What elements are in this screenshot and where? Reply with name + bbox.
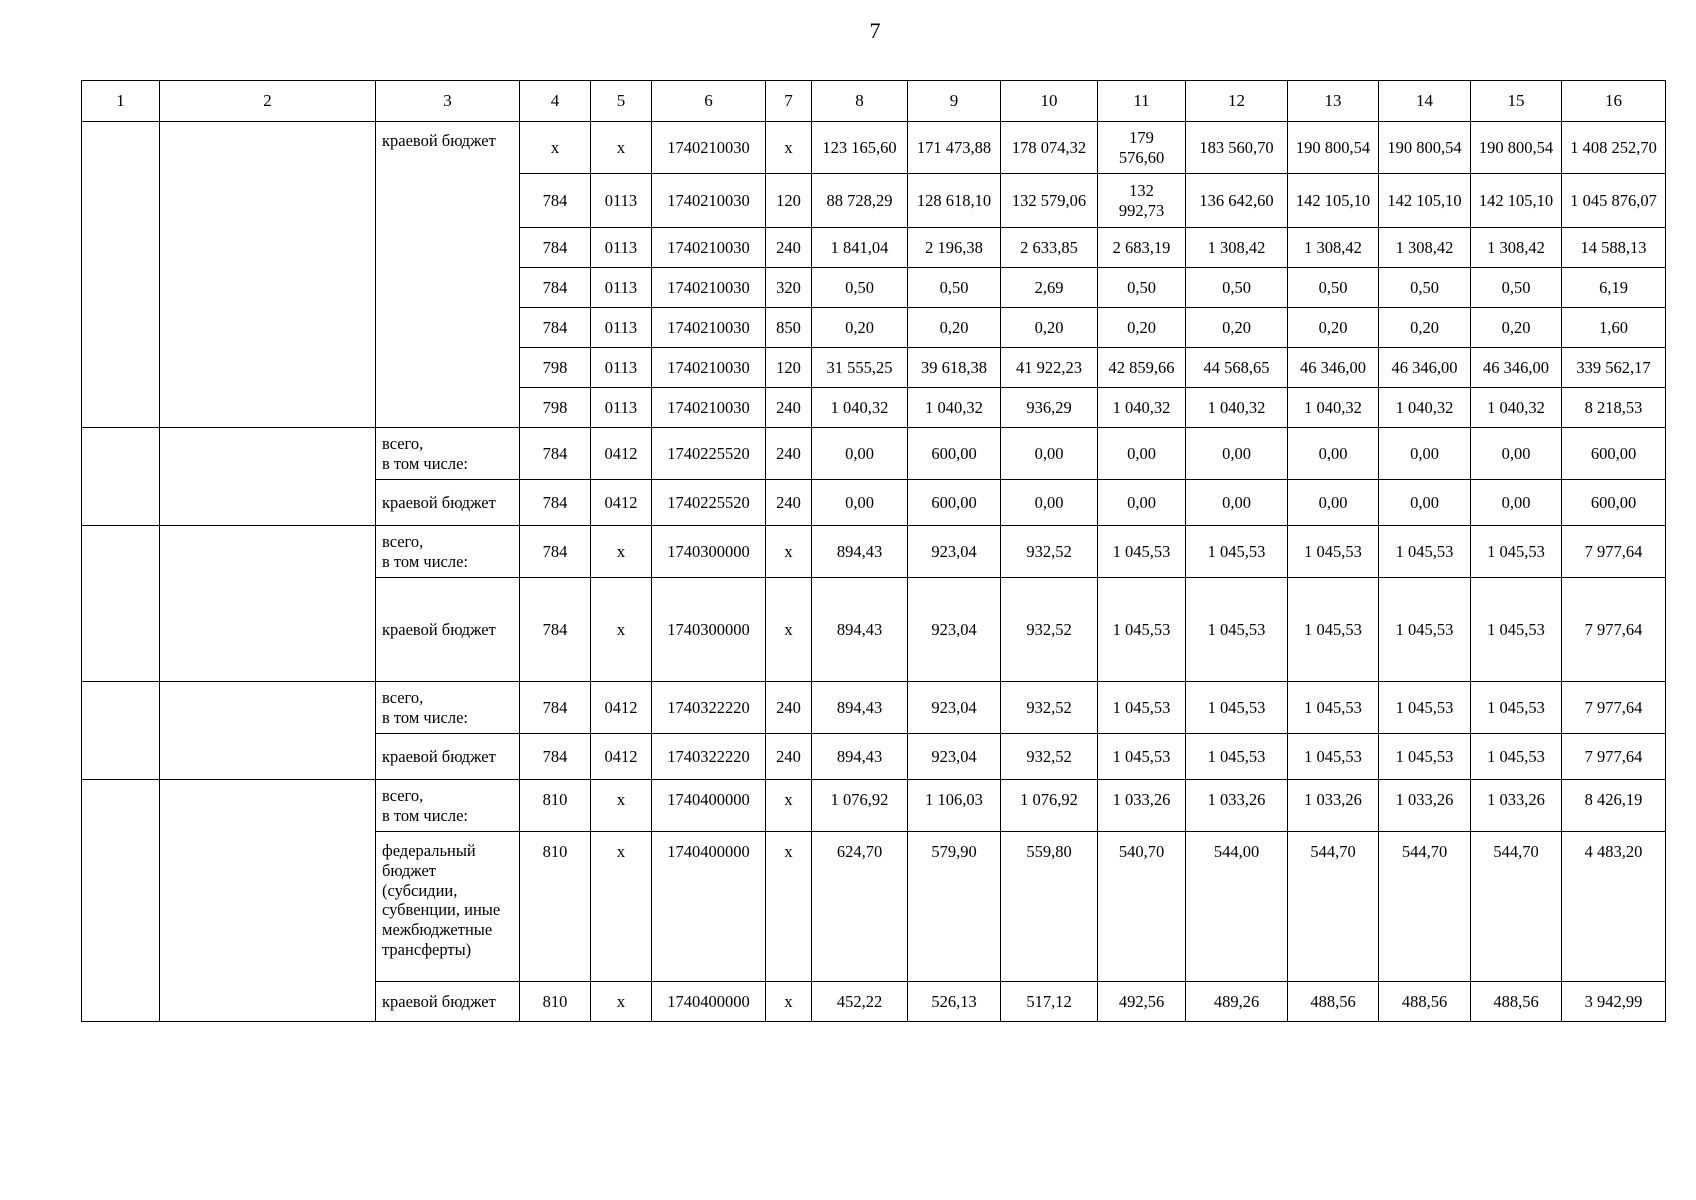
value-cell: 1 045,53 [1379,734,1471,780]
value-cell: 0,00 [1186,480,1288,526]
value-cell: 600,00 [908,428,1001,480]
value-cell: 190 800,54 [1379,122,1471,174]
code-c7: x [766,832,812,982]
value-cell: 142 105,10 [1288,174,1379,228]
code-c6: 1740400000 [652,832,766,982]
value-cell: 600,00 [908,480,1001,526]
code-c5: 0113 [591,348,652,388]
value-cell: 0,00 [812,428,908,480]
header-cell: 12 [1186,81,1288,122]
row-index [82,682,160,780]
value-cell: 1 040,32 [1288,388,1379,428]
code-c7: 320 [766,268,812,308]
value-cell: 624,70 [812,832,908,982]
value-cell: 339 562,17 [1562,348,1666,388]
value-cell: 171 473,88 [908,122,1001,174]
value-cell: 142 105,10 [1471,174,1562,228]
row-index [82,122,160,428]
table-row [82,780,1666,832]
row-index [82,428,160,526]
value-cell: 3 942,99 [1562,982,1666,1022]
budget-source: краевой бюджет [376,578,520,682]
code-c4: 784 [520,734,591,780]
value-cell: 41 922,23 [1001,348,1098,388]
value-cell: 0,00 [1186,428,1288,480]
code-c7: 240 [766,682,812,734]
header-cell: 16 [1562,81,1666,122]
table-row [82,428,1666,480]
header-cell: 11 [1098,81,1186,122]
code-c5: 0412 [591,734,652,780]
value-cell: 46 346,00 [1288,348,1379,388]
code-c7: 120 [766,174,812,228]
value-cell: 526,13 [908,982,1001,1022]
code-c4: 784 [520,682,591,734]
value-cell: 2 633,85 [1001,228,1098,268]
value-cell: 488,56 [1379,982,1471,1022]
code-c4: 798 [520,348,591,388]
code-c7: 240 [766,228,812,268]
value-cell: 1 045,53 [1186,682,1288,734]
code-c4: 810 [520,780,591,832]
value-cell: 1 308,42 [1471,228,1562,268]
row-name [160,428,376,526]
value-cell: 923,04 [908,578,1001,682]
code-c7: x [766,578,812,682]
header-cell: 9 [908,81,1001,122]
code-c6: 1740210030 [652,174,766,228]
value-cell: 579,90 [908,832,1001,982]
header-cell: 13 [1288,81,1379,122]
value-cell: 1 045,53 [1471,734,1562,780]
budget-source: краевой бюджет [376,122,520,428]
value-cell: 8 218,53 [1562,388,1666,428]
value-cell: 488,56 [1471,982,1562,1022]
value-cell: 932,52 [1001,526,1098,578]
code-c6: 1740300000 [652,526,766,578]
value-cell: 1 045 876,07 [1562,174,1666,228]
budget-source: всего, в том числе: [376,526,520,578]
row-index [82,780,160,1022]
code-c5: 0412 [591,428,652,480]
row-name [160,526,376,682]
code-c5: x [591,982,652,1022]
code-c5: 0113 [591,388,652,428]
value-cell: 600,00 [1562,480,1666,526]
value-cell: 0,50 [1288,268,1379,308]
value-cell: 1 045,53 [1288,578,1379,682]
value-cell: 1 045,53 [1186,526,1288,578]
budget-source: краевой бюджет [376,480,520,526]
value-cell: 0,20 [1471,308,1562,348]
value-cell: 178 074,32 [1001,122,1098,174]
value-cell: 1,60 [1562,308,1666,348]
header-row [82,81,1666,122]
value-cell: 136 642,60 [1186,174,1288,228]
code-c6: 1740322220 [652,734,766,780]
value-cell: 0,20 [1098,308,1186,348]
code-c4: 784 [520,428,591,480]
header-cell: 1 [82,81,160,122]
value-cell: 0,20 [908,308,1001,348]
table-row [82,122,1666,174]
value-cell: 1 033,26 [1379,780,1471,832]
value-cell: 1 040,32 [812,388,908,428]
value-cell: 2,69 [1001,268,1098,308]
value-cell: 544,70 [1379,832,1471,982]
code-c5: 0113 [591,228,652,268]
header-cell: 7 [766,81,812,122]
code-c5: 0113 [591,308,652,348]
value-cell: 0,50 [908,268,1001,308]
code-c7: x [766,526,812,578]
value-cell: 936,29 [1001,388,1098,428]
value-cell: 1 033,26 [1471,780,1562,832]
value-cell: 0,50 [1186,268,1288,308]
code-c4: 784 [520,308,591,348]
code-c6: 1740400000 [652,982,766,1022]
value-cell: 2 683,19 [1098,228,1186,268]
value-cell: 894,43 [812,526,908,578]
value-cell: 0,00 [1379,428,1471,480]
value-cell: 1 045,53 [1471,682,1562,734]
value-cell: 0,20 [1379,308,1471,348]
value-cell: 7 977,64 [1562,578,1666,682]
value-cell: 1 308,42 [1288,228,1379,268]
value-cell: 540,70 [1098,832,1186,982]
value-cell: 42 859,66 [1098,348,1186,388]
code-c7: 240 [766,480,812,526]
code-c7: x [766,982,812,1022]
value-cell: 559,80 [1001,832,1098,982]
value-cell: 1 076,92 [1001,780,1098,832]
budget-source: всего, в том числе: [376,682,520,734]
code-c6: 1740210030 [652,308,766,348]
value-cell: 932,52 [1001,682,1098,734]
code-c6: 1740210030 [652,122,766,174]
value-cell: 1 308,42 [1379,228,1471,268]
code-c4: 784 [520,174,591,228]
code-c5: 0113 [591,268,652,308]
code-c5: 0412 [591,682,652,734]
value-cell: 0,00 [1288,428,1379,480]
value-cell: 1 045,53 [1471,578,1562,682]
row-index [82,526,160,682]
code-c6: 1740400000 [652,780,766,832]
value-cell: 128 618,10 [908,174,1001,228]
value-cell: 0,00 [1288,480,1379,526]
code-c6: 1740210030 [652,388,766,428]
value-cell: 1 045,53 [1288,734,1379,780]
value-cell: 1 045,53 [1186,734,1288,780]
value-cell: 123 165,60 [812,122,908,174]
value-cell: 544,70 [1288,832,1379,982]
value-cell: 1 045,53 [1098,682,1186,734]
budget-source: краевой бюджет [376,734,520,780]
value-cell: 1 308,42 [1186,228,1288,268]
code-c6: 1740225520 [652,480,766,526]
value-cell: 0,20 [1288,308,1379,348]
value-cell: 932,52 [1001,578,1098,682]
code-c4: 810 [520,982,591,1022]
value-cell: 44 568,65 [1186,348,1288,388]
code-c5: x [591,122,652,174]
value-cell: 0,50 [1379,268,1471,308]
code-c6: 1740210030 [652,268,766,308]
header-cell: 10 [1001,81,1098,122]
value-cell: 7 977,64 [1562,734,1666,780]
value-cell: 0,00 [1471,480,1562,526]
value-cell: 1 076,92 [812,780,908,832]
value-cell: 923,04 [908,682,1001,734]
value-cell: 0,00 [1379,480,1471,526]
value-cell: 0,20 [1186,308,1288,348]
code-c6: 1740210030 [652,348,766,388]
code-c7: 240 [766,734,812,780]
value-cell: 46 346,00 [1471,348,1562,388]
value-cell: 1 040,32 [1471,388,1562,428]
value-cell: 0,20 [812,308,908,348]
value-cell: 0,50 [812,268,908,308]
value-cell: 1 045,53 [1098,578,1186,682]
value-cell: 190 800,54 [1288,122,1379,174]
table-row [82,682,1666,734]
value-cell: 923,04 [908,526,1001,578]
value-cell: 1 045,53 [1288,682,1379,734]
header-cell: 4 [520,81,591,122]
value-cell: 132 992,73 [1098,174,1186,228]
code-c5: x [591,780,652,832]
header-cell: 5 [591,81,652,122]
value-cell: 179 576,60 [1098,122,1186,174]
value-cell: 1 045,53 [1098,734,1186,780]
row-name [160,780,376,1022]
value-cell: 4 483,20 [1562,832,1666,982]
header-cell: 15 [1471,81,1562,122]
header-cell: 14 [1379,81,1471,122]
value-cell: 894,43 [812,734,908,780]
value-cell: 932,52 [1001,734,1098,780]
code-c6: 1740300000 [652,578,766,682]
code-c7: x [766,122,812,174]
value-cell: 489,26 [1186,982,1288,1022]
code-c7: 240 [766,428,812,480]
code-c5: x [591,578,652,682]
value-cell: 1 033,26 [1186,780,1288,832]
code-c5: x [591,526,652,578]
value-cell: 1 045,53 [1471,526,1562,578]
code-c5: x [591,832,652,982]
value-cell: 1 040,32 [1186,388,1288,428]
budget-table [81,80,1666,1022]
value-cell: 1 045,53 [1288,526,1379,578]
value-cell: 894,43 [812,578,908,682]
code-c7: 850 [766,308,812,348]
value-cell: 1 045,53 [1379,526,1471,578]
value-cell: 517,12 [1001,982,1098,1022]
value-cell: 1 408 252,70 [1562,122,1666,174]
header-cell: 2 [160,81,376,122]
row-name [160,122,376,428]
code-c4: 784 [520,268,591,308]
value-cell: 1 040,32 [1379,388,1471,428]
value-cell: 6,19 [1562,268,1666,308]
value-cell: 31 555,25 [812,348,908,388]
value-cell: 0,00 [1098,428,1186,480]
code-c4: 784 [520,526,591,578]
value-cell: 0,00 [812,480,908,526]
value-cell: 1 045,53 [1098,526,1186,578]
value-cell: 7 977,64 [1562,526,1666,578]
value-cell: 544,70 [1471,832,1562,982]
value-cell: 0,50 [1098,268,1186,308]
page-number: 7 [869,18,881,43]
budget-source: федеральный бюджет (субсидии, субвенции, иные межбюджетные трансферты) [376,832,520,982]
code-c7: 120 [766,348,812,388]
value-cell: 488,56 [1288,982,1379,1022]
value-cell: 8 426,19 [1562,780,1666,832]
value-cell: 132 579,06 [1001,174,1098,228]
code-c4: 784 [520,578,591,682]
code-c4: 784 [520,228,591,268]
value-cell: 46 346,00 [1379,348,1471,388]
row-name [160,682,376,780]
header-cell: 3 [376,81,520,122]
code-c7: 240 [766,388,812,428]
value-cell: 1 045,53 [1186,578,1288,682]
value-cell: 88 728,29 [812,174,908,228]
code-c5: 0113 [591,174,652,228]
code-c4: x [520,122,591,174]
value-cell: 190 800,54 [1471,122,1562,174]
value-cell: 0,00 [1001,480,1098,526]
value-cell: 1 033,26 [1098,780,1186,832]
value-cell: 1 033,26 [1288,780,1379,832]
value-cell: 600,00 [1562,428,1666,480]
value-cell: 0,00 [1471,428,1562,480]
value-cell: 183 560,70 [1186,122,1288,174]
code-c4: 810 [520,832,591,982]
code-c6: 1740322220 [652,682,766,734]
value-cell: 923,04 [908,734,1001,780]
code-c7: x [766,780,812,832]
value-cell: 14 588,13 [1562,228,1666,268]
value-cell: 1 040,32 [908,388,1001,428]
code-c4: 798 [520,388,591,428]
header-cell: 6 [652,81,766,122]
value-cell: 1 045,53 [1379,578,1471,682]
header-cell: 8 [812,81,908,122]
value-cell: 452,22 [812,982,908,1022]
value-cell: 0,50 [1471,268,1562,308]
budget-source: всего, в том числе: [376,428,520,480]
value-cell: 1 106,03 [908,780,1001,832]
value-cell: 0,00 [1001,428,1098,480]
value-cell: 39 618,38 [908,348,1001,388]
code-c6: 1740225520 [652,428,766,480]
value-cell: 1 045,53 [1379,682,1471,734]
value-cell: 1 040,32 [1098,388,1186,428]
value-cell: 0,20 [1001,308,1098,348]
value-cell: 0,00 [1098,480,1186,526]
code-c5: 0412 [591,480,652,526]
value-cell: 142 105,10 [1379,174,1471,228]
budget-source: всего, в том числе: [376,780,520,832]
value-cell: 492,56 [1098,982,1186,1022]
value-cell: 2 196,38 [908,228,1001,268]
budget-source: краевой бюджет [376,982,520,1022]
table-row [82,526,1666,578]
code-c6: 1740210030 [652,228,766,268]
value-cell: 894,43 [812,682,908,734]
value-cell: 1 841,04 [812,228,908,268]
code-c4: 784 [520,480,591,526]
value-cell: 544,00 [1186,832,1288,982]
value-cell: 7 977,64 [1562,682,1666,734]
